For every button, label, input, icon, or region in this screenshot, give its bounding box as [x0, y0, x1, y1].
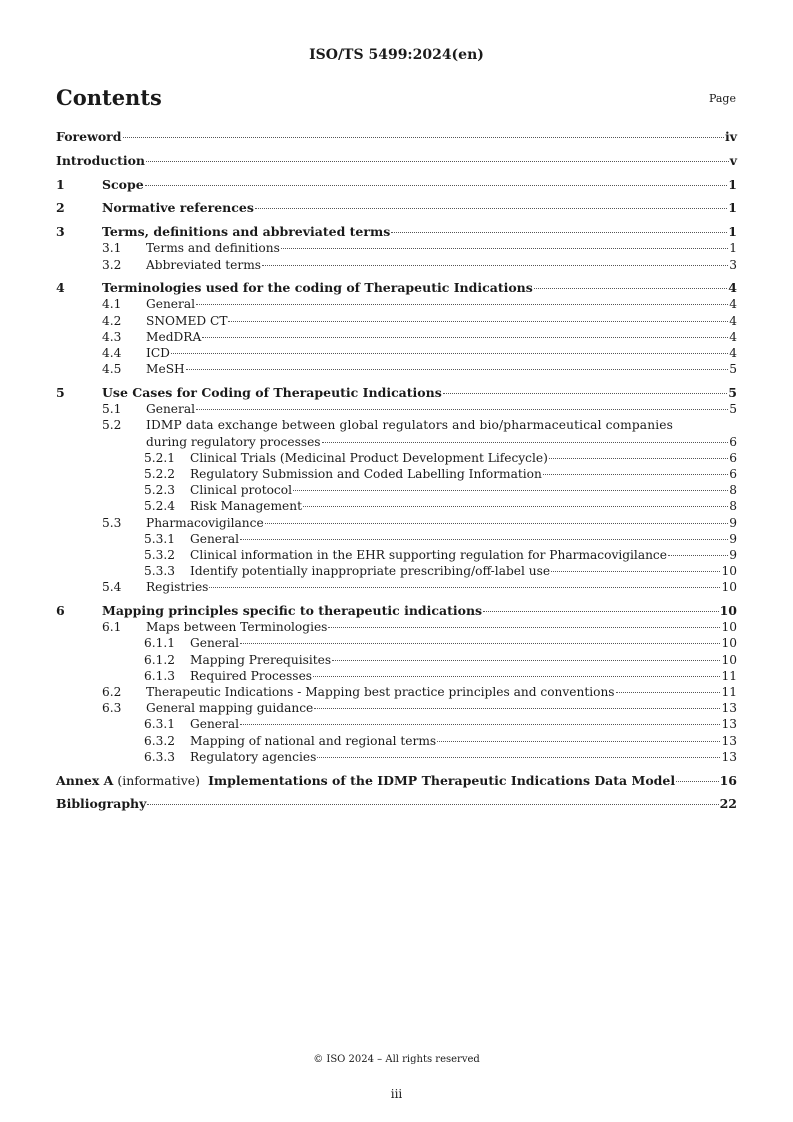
leader-dots [196, 304, 728, 305]
leader-dots [534, 288, 727, 289]
toc-entry-page: 4 [728, 280, 737, 296]
leader-dots [240, 643, 720, 644]
toc-entry-number: 6.3.3 [144, 749, 176, 764]
toc-entry-page: 16 [719, 772, 737, 788]
leader-dots [551, 571, 720, 572]
toc-entry-number: 4.1 [102, 297, 122, 312]
toc-entry-number: 5 [56, 385, 65, 400]
toc-entry-number: 1 [56, 176, 65, 192]
toc-entry-title: Introduction [56, 152, 146, 168]
toc-entry-page: 13 [721, 733, 737, 748]
toc-entry-5-2-4[interactable] [56, 498, 737, 514]
toc-entry-title: Scope [102, 176, 144, 192]
toc-entry-page: 8 [729, 499, 737, 514]
document-id-header: ISO/TS 5499:2024(en) [309, 47, 484, 63]
toc-entry-annex-note: (informative) [117, 772, 201, 788]
leader-dots [328, 627, 720, 628]
toc-entry-title: General mapping guidance [146, 701, 314, 716]
toc-entry-4-1[interactable] [56, 296, 737, 312]
toc-entry-page: 4 [729, 297, 737, 312]
toc-entry-title: Therapeutic Indications - Mapping best practice principles and conventions [146, 684, 615, 699]
toc-entry-title: Terms and definitions [146, 241, 280, 256]
toc-entry-number: 5.2.1 [144, 450, 176, 465]
toc-entry-title: Clinical Trials (Medicinal Product Development Lifecycle) [190, 450, 548, 465]
toc-entry-title: Foreword [56, 129, 122, 144]
toc-entry-page: 10 [721, 636, 737, 651]
toc-entry-number: 5.2.3 [144, 483, 176, 498]
toc-entry-number: 3.2 [102, 257, 122, 272]
toc-entry-title: Regulatory agencies [190, 749, 317, 764]
toc-entry-title: Required Processes [190, 668, 313, 683]
toc-entry-page: 10 [721, 564, 737, 579]
leader-dots [543, 474, 728, 475]
leader-dots [443, 393, 728, 394]
toc-entry-page: v [729, 152, 737, 168]
leader-dots [146, 161, 729, 162]
toc-entry-page: 10 [721, 620, 737, 635]
toc-entry-page: 11 [721, 684, 737, 699]
toc-entry-page: 13 [721, 749, 737, 764]
toc-entry-introduction[interactable] [56, 153, 737, 169]
toc-entry-page: 3 [729, 257, 737, 272]
toc-entry-6-1[interactable] [56, 619, 737, 635]
toc-entry-page: 11 [721, 668, 737, 683]
leader-dots [322, 442, 729, 443]
leader-dots [437, 741, 720, 742]
toc-entry-5-2-1[interactable] [56, 450, 737, 466]
toc-entry-number: 6.3.1 [144, 717, 176, 732]
toc-entry-number: 5.4 [102, 580, 122, 595]
toc-entry-page: 10 [719, 603, 737, 619]
toc-entry-5[interactable] [56, 385, 737, 401]
toc-entry-title: General [190, 636, 239, 651]
toc-entry-page: 5 [728, 385, 737, 400]
toc-entry-page: 5 [729, 362, 737, 377]
toc-entry-number: 6.1.1 [144, 636, 176, 651]
toc-entry-6-3-1[interactable] [56, 716, 737, 732]
toc-entry-title: General [146, 297, 195, 312]
leader-dots [240, 539, 728, 540]
toc-entry-number: 6.3.2 [144, 733, 176, 748]
toc-entry-number: 5.3.3 [144, 564, 176, 579]
toc-entry-number: 6.1.2 [144, 652, 176, 667]
leader-dots [147, 804, 718, 805]
toc-entry-number: 6.1.3 [144, 668, 176, 683]
toc-entry-3-1[interactable] [56, 240, 737, 256]
toc-entry-number: 5.2 [102, 418, 122, 433]
toc-entry-title: Pharmacovigilance [146, 515, 264, 530]
toc-entry-5-2[interactable] [56, 417, 737, 449]
leader-dots [549, 458, 728, 459]
leader-dots [332, 660, 720, 661]
toc-entry-1[interactable] [56, 177, 737, 193]
toc-entry-number: 5.3.2 [144, 547, 176, 562]
toc-entry-page: 6 [729, 466, 737, 481]
toc-entry-page: 1 [728, 224, 737, 240]
toc-entry-page: 6 [729, 450, 737, 465]
leader-dots [303, 506, 728, 507]
toc-entry-6-3[interactable] [56, 700, 737, 716]
page-title: Contents [56, 85, 162, 110]
toc-entry-page: 4 [729, 329, 737, 344]
toc-entry-number: 5.1 [102, 402, 122, 417]
leader-dots [202, 337, 728, 338]
toc-entry-6-3-2[interactable] [56, 733, 737, 749]
toc-entry-title: Mapping Prerequisites [190, 652, 332, 667]
toc-entry-title: Use Cases for Coding of Therapeutic Indications [102, 385, 442, 400]
toc-entry-title: Clinical information in the EHR supporting regulation for Pharmacovigilance [190, 547, 667, 562]
toc-entry-title: General [190, 717, 239, 732]
toc-entry-page: 1 [728, 200, 737, 216]
toc-entry-foreword[interactable] [56, 129, 737, 145]
leader-dots [391, 232, 727, 233]
copyright-footer: © ISO 2024 – All rights reserved [313, 1054, 480, 1065]
leader-dots [668, 555, 728, 556]
toc-entry-6-3-3[interactable] [56, 749, 737, 765]
toc-entry-4[interactable] [56, 280, 737, 296]
toc-entry-5-2-3[interactable] [56, 482, 737, 498]
toc-entry-number: 5.3 [102, 515, 122, 530]
toc-entry-5-4[interactable] [56, 579, 737, 595]
toc-entry-title-line1: IDMP data exchange between global regulators and bio/pharmaceutical companies [146, 418, 674, 433]
toc-entry-6-1-3[interactable] [56, 668, 737, 684]
toc-entry-title: General [146, 402, 195, 417]
leader-dots [313, 676, 720, 677]
toc-entry-3-2[interactable] [56, 257, 737, 273]
toc-entry-title: Risk Management [190, 499, 302, 514]
toc-entry-title: Terms, definitions and abbreviated terms [102, 224, 391, 240]
toc-entry-annex-label: Annex A [56, 772, 114, 788]
toc-entry-page: 1 [729, 241, 737, 256]
toc-entry-6-1-2[interactable] [56, 652, 737, 668]
leader-dots [196, 409, 728, 410]
toc-entry-number: 4.5 [102, 362, 122, 377]
toc-entry-6-2[interactable] [56, 684, 737, 700]
toc-entry-title: Clinical protocol [190, 483, 292, 498]
toc-entry-number: 6.2 [102, 684, 122, 699]
toc-entry-page: 13 [721, 717, 737, 732]
leader-dots [186, 369, 729, 370]
table-of-contents [56, 129, 737, 812]
leader-dots [255, 208, 727, 209]
leader-dots [228, 321, 728, 322]
toc-entry-title-line2: during regulatory processes [146, 434, 321, 449]
toc-entry-number: 4.3 [102, 329, 122, 344]
toc-entry-number: 4.4 [102, 346, 122, 361]
toc-entry-page: 10 [721, 580, 737, 595]
leader-dots [314, 708, 720, 709]
leader-dots [676, 781, 718, 782]
leader-dots [171, 353, 728, 354]
toc-entry-page: 6 [729, 434, 737, 449]
toc-entry-number: 5.2.2 [144, 466, 176, 481]
toc-entry-title: Bibliography [56, 796, 147, 812]
toc-entry-number: 6.3 [102, 701, 122, 716]
leader-dots [265, 523, 729, 524]
leader-dots [123, 137, 724, 138]
toc-entry-3[interactable] [56, 224, 737, 240]
toc-entry-5-3-2[interactable] [56, 547, 737, 563]
toc-entry-number: 6 [56, 603, 65, 619]
toc-entry-page: 8 [729, 483, 737, 498]
toc-entry-title: ICD [146, 346, 170, 361]
leader-dots [209, 587, 720, 588]
toc-entry-page: 4 [729, 313, 737, 328]
toc-entry-title: Normative references [102, 200, 254, 216]
toc-entry-number: 2 [56, 200, 65, 216]
toc-entry-page: 1 [728, 176, 737, 192]
toc-entry-6-1-1[interactable] [56, 635, 737, 651]
toc-entry-4-5[interactable] [56, 361, 737, 377]
leader-dots [281, 248, 728, 249]
toc-entry-title: Maps between Terminologies [146, 620, 328, 635]
toc-entry-page: 5 [729, 402, 737, 417]
toc-entry-title: SNOMED CT [146, 313, 228, 328]
leader-dots [317, 757, 720, 758]
leader-dots [145, 185, 728, 186]
toc-entry-number: 5.3.1 [144, 531, 176, 546]
toc-entry-title: Abbreviated terms [146, 257, 262, 272]
toc-entry-page: 10 [721, 652, 737, 667]
toc-entry-6[interactable] [56, 603, 737, 619]
toc-entry-5-3[interactable] [56, 515, 737, 531]
toc-entry-number: 3 [56, 224, 65, 240]
leader-dots [293, 490, 728, 491]
toc-entry-title: Mapping of national and regional terms [190, 733, 437, 748]
toc-entry-number: 4.2 [102, 313, 122, 328]
toc-entry-title: Registries [146, 580, 209, 595]
toc-entry-title: Implementations of the IDMP Therapeutic Indications Data Model [208, 772, 676, 788]
toc-entry-title: Mapping principles specific to therapeutic indications [102, 603, 483, 619]
toc-entry-page: iv [724, 129, 737, 144]
page-column-label: Page [708, 92, 736, 105]
toc-entry-2[interactable] [56, 200, 737, 216]
toc-entry-page: 9 [729, 547, 737, 562]
toc-entry-title: Regulatory Submission and Coded Labelling Information [190, 466, 542, 481]
toc-entry-5-1[interactable] [56, 401, 737, 417]
toc-entry-4-4[interactable] [56, 345, 737, 361]
toc-entry-5-2-2[interactable] [56, 466, 737, 482]
toc-entry-page: 13 [721, 701, 737, 716]
toc-entry-5-3-1[interactable] [56, 531, 737, 547]
toc-entry-5-3-3[interactable] [56, 563, 737, 579]
leader-dots [240, 724, 720, 725]
page-number: iii [390, 1087, 403, 1101]
toc-entry-title: Identify potentially inappropriate prescribing/off-label use [190, 564, 551, 579]
leader-dots [262, 265, 728, 266]
toc-entry-page: 9 [729, 531, 737, 546]
toc-entry-title: MedDRA [146, 329, 202, 344]
leader-dots [616, 692, 721, 693]
toc-entry-annex-a[interactable] [56, 773, 737, 789]
toc-entry-title: Terminologies used for the coding of Therapeutic Indications [102, 280, 533, 296]
toc-entry-page: 9 [729, 515, 737, 530]
toc-entry-number: 5.2.4 [144, 499, 176, 514]
toc-entry-number: 4 [56, 280, 65, 296]
toc-entry-title: MeSH [146, 362, 185, 377]
toc-entry-number: 3.1 [102, 241, 122, 256]
toc-entry-page: 22 [719, 796, 737, 812]
toc-entry-page: 4 [729, 346, 737, 361]
toc-entry-4-3[interactable] [56, 329, 737, 345]
leader-dots [483, 611, 719, 612]
toc-entry-number: 6.1 [102, 620, 122, 635]
toc-entry-4-2[interactable] [56, 313, 737, 329]
toc-entry-bibliography[interactable] [56, 796, 737, 812]
toc-entry-title: General [190, 531, 239, 546]
